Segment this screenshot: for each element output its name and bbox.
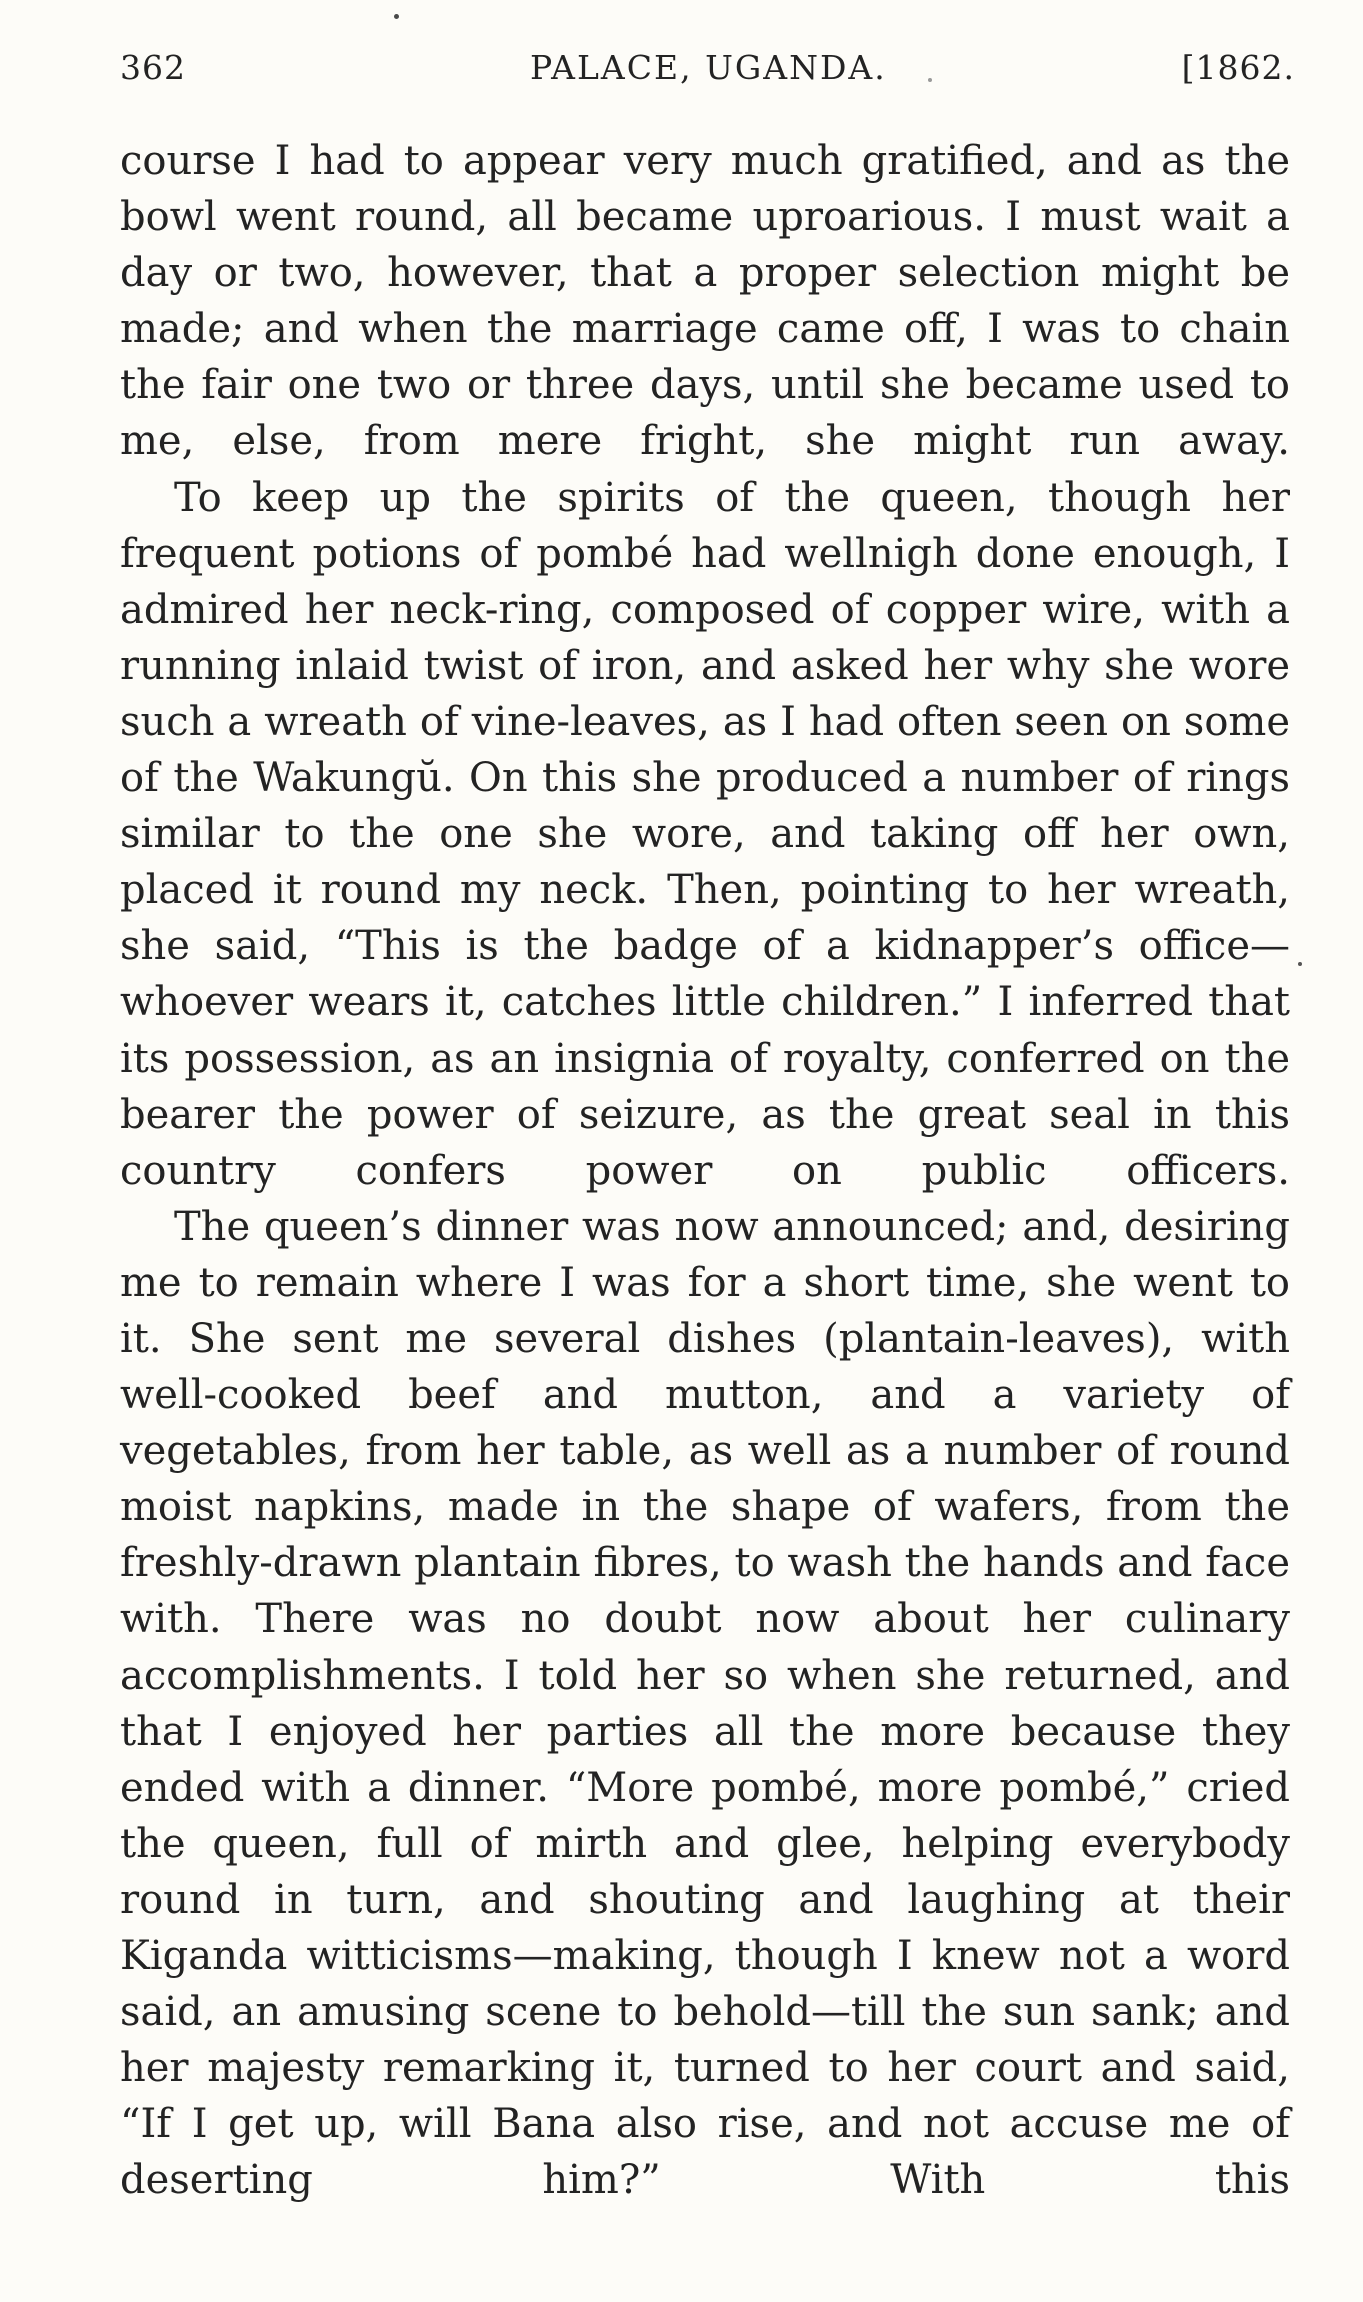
page-number: 362	[120, 48, 186, 87]
paragraph-queen-dinner: The queen’s dinner was now announced; and, desiring me to remain where I was for a short time, she went to it. She sent me several dishes (plantain-leaves), with well-cooked beef and mutton, and a variety of vegetables, from her table, as well as a number of round moist napkins, made in the shape of wafers, from the freshly-drawn plantain fibres, to wash the hands and face with. There was no doubt now about her culinary accomplishments. I told her so when she returned, and that I enjoyed her parties all the more because they ended with a dinner. “More pombé, more pombé,” cried the queen, full of mirth and glee, helping everybody round in turn, and shouting and laughing at their Kiganda witticisms—making, though I knew not a word said, an amusing scene to behold—till the sun sank; and her majesty remarking it, turned to her court and said, “If I get up, will Bana also rise, and not accuse me of deserting him?” With this	[120, 1203, 1290, 2204]
ink-speck	[394, 14, 399, 19]
running-title: PALACE, UGANDA.	[530, 48, 887, 87]
running-head	[120, 48, 1295, 98]
paragraph-continuation: course I had to appear very much gratified, and as the bowl went round, all became uproarious. I must wait a day or two, however, that a proper selection might be made; and when the marriage came off, I was to chain the fair one two or three days, until she became used to me, else, from mere fright, she might run away.	[120, 138, 1290, 465]
ink-speck	[1298, 962, 1302, 966]
running-date: [1862.	[1181, 48, 1295, 87]
body-text	[120, 133, 1290, 2208]
paragraph-queen-neck-ring: To keep up the spirits of the queen, though her frequent potions of pombé had wellnigh done enough, I admired her neck-ring, composed of copper wire, with a running inlaid twist of iron, and asked her why she wore such a wreath of vine-leaves, as I had often seen on some of the Wakungŭ. On this she produced a number of rings similar to the one she wore, and taking off her own, placed it round my neck. Then, pointing to her wreath, she said, “This is the badge of a kidnapper’s office—whoever wears it, catches little children.” I inferred that its possession, as an insignia of royalty, conferred on the bearer the power of seizure, as the great seal in this country confers power on public officers.	[120, 474, 1290, 1194]
